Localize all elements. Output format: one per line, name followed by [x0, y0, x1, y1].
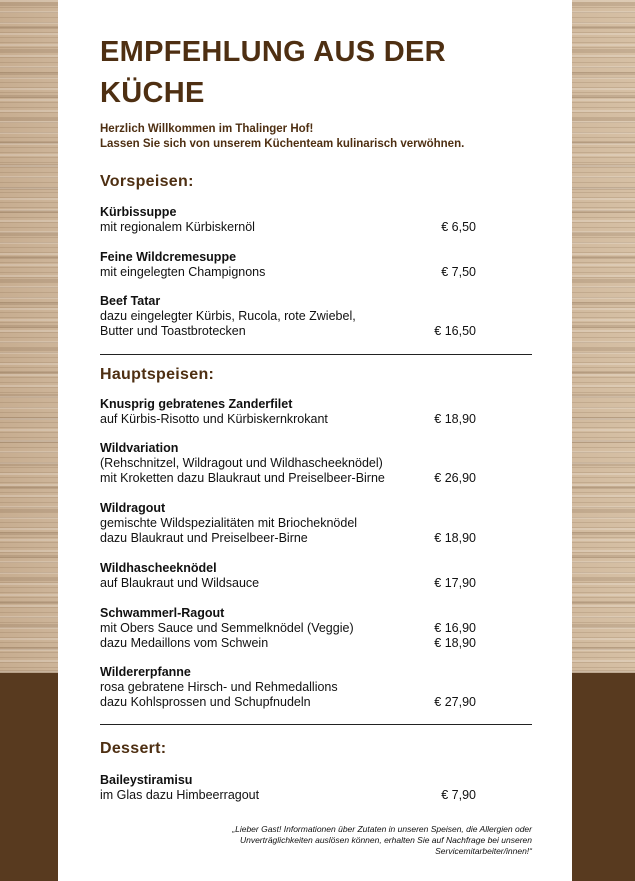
item-price: € 16,90 [434, 621, 476, 635]
menu-item [100, 665, 476, 710]
section-title-vorspeisen: Vorspeisen: [100, 173, 194, 190]
section-title-dessert: Dessert: [100, 740, 167, 757]
item-desc: Butter und Toastbrotecken [100, 324, 246, 338]
item-name: Wildererpfanne [100, 665, 191, 679]
item-desc: dazu Blaukraut und Preiselbeer-Birne [100, 531, 308, 545]
item-desc: dazu Medaillons vom Schwein [100, 636, 269, 650]
item-name: Schwammerl-Ragout [100, 606, 225, 620]
item-name: Feine Wildcremesuppe [100, 250, 237, 264]
item-desc: rosa gebratene Hirsch- und Rehmedallions [100, 680, 338, 694]
item-name: Beef Tatar [100, 294, 161, 308]
item-price: € 16,50 [434, 324, 476, 338]
menu-item [100, 441, 476, 486]
item-desc: gemischte Wildspezialitäten mit Briocheknödel [100, 516, 358, 530]
allergen-line-1: „Lieber Gast! Informationen über Zutaten in unseren Speisen, die Allergien oder [232, 824, 532, 834]
item-price: € 17,90 [434, 576, 476, 590]
menu-item [100, 397, 476, 427]
item-desc: mit eingelegten Champignons [100, 265, 266, 279]
item-desc: dazu Kohlsprossen und Schupfnudeln [100, 695, 311, 709]
item-desc: im Glas dazu Himbeerragout [100, 788, 260, 802]
intro-line-2: Lassen Sie sich von unserem Küchenteam kulinarisch verwöhnen. [100, 138, 465, 150]
allergen-note [152, 824, 532, 857]
item-name: Wildhascheeknödel [100, 561, 217, 575]
page-title: EMPFEHLUNG AUS DER KÜCHE [100, 36, 446, 109]
item-name: Baileystiramisu [100, 773, 193, 787]
intro-text [100, 122, 464, 152]
menu-item [100, 205, 476, 235]
item-name: Knusprig gebratenes Zanderfilet [100, 397, 293, 411]
item-desc: mit Kroketten dazu Blaukraut und Preiselbeer-Birne [100, 471, 385, 485]
menu-item [100, 501, 476, 546]
allergen-line-3: Servicemitarbeiter/innen!“ [435, 846, 532, 856]
item-price: € 18,90 [434, 412, 476, 426]
menu-item [100, 250, 476, 280]
item-name: Wildvariation [100, 441, 179, 455]
item-desc: mit regionalem Kürbiskernöl [100, 220, 255, 234]
item-desc: (Rehschnitzel, Wildragout und Wildhascheeknödel) [100, 456, 383, 470]
menu-item [100, 773, 476, 803]
item-price: € 27,90 [434, 695, 476, 709]
section-divider [100, 724, 532, 725]
item-price: € 7,90 [441, 788, 476, 802]
section-divider [100, 354, 532, 355]
allergen-line-2: Unverträglichkeiten auslösen können, erhalten Sie auf Nachfrage bei unseren [239, 835, 532, 845]
section-title-hauptspeisen: Hauptspeisen: [100, 366, 215, 383]
item-price: € 26,90 [434, 471, 476, 485]
menu-item [100, 606, 476, 651]
item-name: Kürbissuppe [100, 205, 177, 219]
item-price: € 6,50 [441, 220, 476, 234]
item-price: € 7,50 [441, 265, 476, 279]
item-desc: dazu eingelegter Kürbis, Rucola, rote Zwiebel, [100, 309, 356, 323]
item-price: € 18,90 [434, 636, 476, 650]
item-name: Wildragout [100, 501, 166, 515]
menu-item [100, 294, 476, 339]
item-desc: mit Obers Sauce und Semmelknödel (Veggie) [100, 621, 354, 635]
item-desc: auf Kürbis-Risotto und Kürbiskernkrokant [100, 412, 328, 426]
item-price: € 18,90 [434, 531, 476, 545]
intro-line-1: Herzlich Willkommen im Thalinger Hof! [100, 123, 314, 135]
menu-card [58, 0, 572, 881]
menu-item [100, 561, 476, 591]
item-desc: auf Blaukraut und Wildsauce [100, 576, 260, 590]
